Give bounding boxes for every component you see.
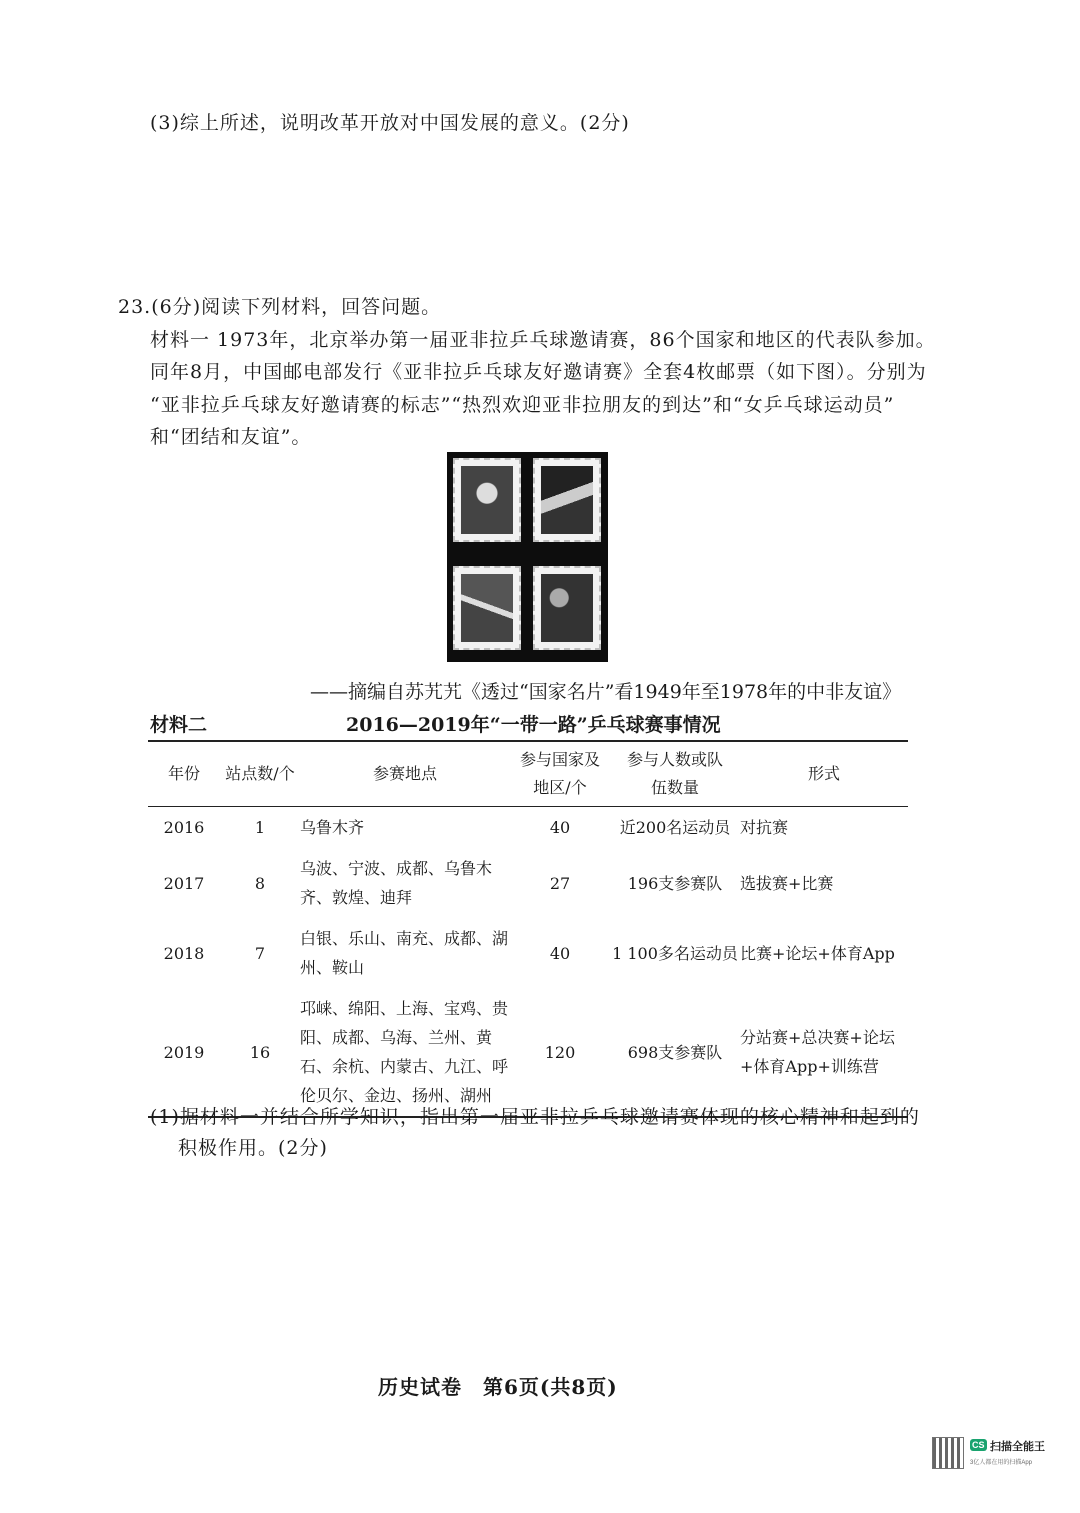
header-countries-text: 参与国家及地区/个 [519, 750, 600, 797]
camscanner-logo: CS [972, 1440, 985, 1450]
cell-participants: 1 100多名运动员 [612, 943, 738, 963]
page-footer: 历史试卷 第6页(共8页) [378, 1375, 618, 1399]
cell-year: 2017 [163, 873, 205, 893]
question-23-1-line: (1)据材料一并结合所学知识，指出第一届亚非拉乒乓球邀请赛体现的核心精神和起到的 [150, 1106, 920, 1128]
scanner-watermark [932, 1437, 1056, 1473]
stamp-set-image [447, 452, 608, 662]
cell-stations: 16 [220, 988, 300, 1117]
header-year: 年份 [148, 741, 220, 807]
cell-countries: 40 [549, 943, 571, 963]
cell-stations: 8 [254, 873, 266, 893]
stamp-friendship-image [533, 566, 601, 650]
material-1-line: 材料一 1973年，北京举办第一届亚非拉乒乓球邀请赛，86个国家和地区的代表队参加。 [150, 329, 936, 351]
cell-format: 分站赛+总决赛+论坛+体育App+训练营 [740, 988, 908, 1117]
cell-participants: 196支参赛队 [627, 873, 723, 893]
header-format: 形式 [740, 741, 908, 807]
cell-year: 2016 [163, 818, 205, 837]
question-3-part: (3)综上所述，说明改革开放对中国发展的意义。(2分) [150, 112, 630, 134]
material-2-label: 材料二 [150, 714, 208, 736]
cell-countries: 40 [549, 818, 571, 837]
cell-year: 2019 [148, 988, 220, 1117]
cell-locations: 乌鲁木齐 [300, 818, 365, 837]
table-row [148, 848, 908, 918]
table-row [148, 918, 908, 988]
cell-stations: 1 [254, 818, 266, 837]
material-1-line: “亚非拉乒乓球友好邀请赛的标志”“热烈欢迎亚非拉朋友的到达”和“女乒乓球运动员” [150, 394, 895, 416]
stamp-emblem-image [453, 458, 521, 542]
qr-code-icon [932, 1437, 964, 1469]
events-table [148, 740, 908, 1118]
watermark-slogan: 3亿人都在用的扫描App [970, 1460, 1033, 1466]
cell-locations: 白银、乐山、南充、成都、湖州、鞍山 [300, 929, 509, 977]
stamp-welcome-image [533, 458, 601, 542]
header-stations: 站点数/个 [220, 741, 300, 807]
watermark-app-name: 扫描全能王 [990, 1441, 1045, 1453]
table-title: 2016—2019年“一带一路”乒乓球赛事情况 [346, 714, 721, 736]
table-row [148, 807, 908, 849]
header-participants [610, 741, 740, 807]
material-1-line: 同年8月，中国邮电部发行《亚非拉乒乓球友好邀请赛》全套4枚邮票（如下图）。分别为 [150, 361, 927, 383]
material-1-line: 和“团结和友谊”。 [150, 426, 312, 448]
material-1-source: ——摘编自苏艽艽《透过“国家名片”看1949年至1978年的中非友谊》 [310, 681, 902, 703]
header-locations: 参赛地点 [300, 741, 510, 807]
cell-year: 2018 [163, 943, 205, 963]
cell-countries: 120 [510, 988, 610, 1117]
cell-countries: 27 [549, 873, 571, 893]
header-participants-text: 参与人数或队伍数量 [626, 750, 723, 797]
cell-participants: 近200名运动员 [619, 818, 731, 837]
table-row [148, 988, 908, 1117]
cell-stations: 7 [254, 943, 266, 963]
header-countries [510, 741, 610, 807]
table-header-row [148, 741, 908, 807]
cell-format: 选拔赛+比赛 [740, 873, 834, 893]
question-23-heading: 23.(6分)阅读下列材料，回答问题。 [118, 296, 442, 318]
cell-format: 对抗赛 [740, 818, 789, 837]
cell-locations: 邛崃、绵阳、上海、宝鸡、贵阳、成都、乌海、兰州、黄石、余杭、内蒙古、九江、呼伦贝尔、金边、扬州、湖州 [300, 988, 510, 1117]
cell-locations: 乌波、宁波、成都、乌鲁木齐、敦煌、迪拜 [300, 859, 493, 907]
cell-participants: 698支参赛队 [610, 988, 740, 1117]
question-23-1-line: 积极作用。(2分) [178, 1137, 328, 1159]
stamp-female-player-image [453, 566, 521, 650]
cell-format: 比赛+论坛+体育App [740, 943, 895, 963]
